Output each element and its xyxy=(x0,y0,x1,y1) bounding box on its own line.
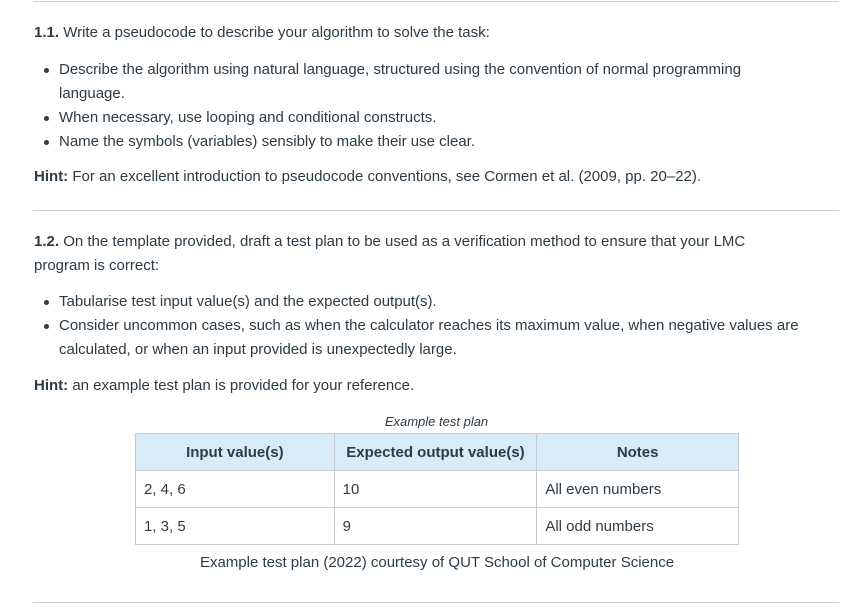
hint-text: For an excellent introduction to pseudocode conventions, see Cormen et al. (2009, pp. 20–22). xyxy=(68,168,702,185)
hint-text: an example test plan is provided for your reference. xyxy=(68,377,415,394)
section-divider xyxy=(33,210,839,211)
table-cell: 9 xyxy=(334,508,537,545)
table-cell: 2, 4, 6 xyxy=(136,471,335,508)
column-header-notes: Notes xyxy=(537,434,739,471)
section-2-number: 1.2. xyxy=(34,233,60,250)
test-plan-table xyxy=(135,433,739,545)
table-cell: 1, 3, 5 xyxy=(136,508,335,545)
table-credit: Example test plan (2022) courtesy of QUT School of Computer Science xyxy=(199,554,675,571)
column-header-input: Input value(s) xyxy=(136,434,335,471)
table-row xyxy=(136,508,739,545)
table-cell: 10 xyxy=(334,471,537,508)
section-1-heading-text: Write a pseudocode to describe your algorithm to solve the task: xyxy=(59,24,490,41)
column-header-expected-output: Expected output value(s) xyxy=(334,434,537,471)
list-item: Describe the algorithm using natural language, structured using the convention of normal programming language. xyxy=(34,58,794,106)
section-2-heading-text: On the template provided, draft a test plan to be used as a verification method to ensure that your LMC program is correct: xyxy=(34,233,746,274)
list-item: Consider uncommon cases, such as when the calculator reaches its maximum value, when negative values are calculated, or when an input provided is unexpectedly large. xyxy=(34,314,824,362)
table-header-row xyxy=(136,434,739,471)
hint-label: Hint: xyxy=(34,168,69,185)
section-1-number: 1.1. xyxy=(34,24,60,41)
table-row xyxy=(136,471,739,508)
table-cell: All even numbers xyxy=(537,471,739,508)
section-1-bullet-list xyxy=(34,58,794,154)
section-2-hint xyxy=(34,374,824,398)
list-item: Tabularise test input value(s) and the expected output(s). xyxy=(34,290,824,314)
section-2-bullet-list xyxy=(34,290,824,362)
table-cell: All odd numbers xyxy=(537,508,739,545)
section-2-heading xyxy=(34,230,804,278)
table-caption: Example test plan xyxy=(384,414,489,429)
list-item: Name the symbols (variables) sensibly to make their use clear. xyxy=(34,130,794,154)
top-divider xyxy=(33,1,839,2)
hint-label: Hint: xyxy=(34,377,69,394)
section-1-heading xyxy=(34,21,824,45)
bottom-divider xyxy=(33,602,839,603)
section-1-hint xyxy=(34,165,824,189)
list-item: When necessary, use looping and conditional constructs. xyxy=(34,106,794,130)
